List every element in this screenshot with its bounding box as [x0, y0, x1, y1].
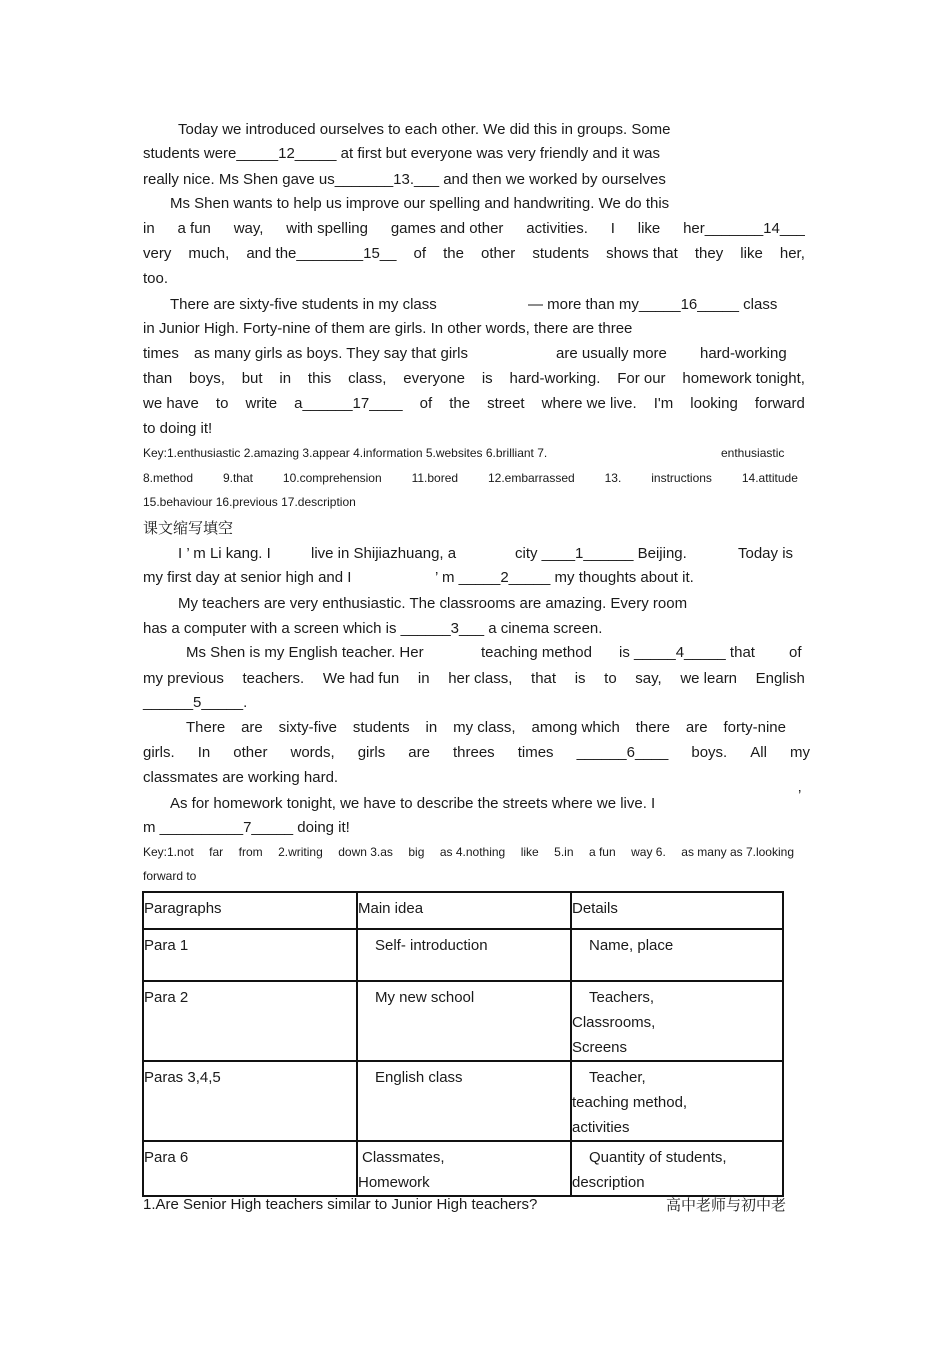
- passage-line-5: [143, 220, 805, 238]
- word: homework tonight,: [682, 370, 805, 387]
- word: 13.: [604, 471, 622, 485]
- word: the: [443, 245, 464, 262]
- summary-line-7: ______5_____.: [143, 694, 248, 711]
- summary-line-4: has a computer with a screen which is ______3___ a cinema screen.: [143, 620, 603, 637]
- word: 11.bored: [411, 471, 459, 485]
- word: much,: [188, 245, 230, 262]
- table-header-cell: Paragraphs: [143, 892, 357, 929]
- word: looking: [690, 395, 738, 412]
- table-header-cell: Main idea: [357, 892, 571, 929]
- word: boys.: [691, 744, 728, 761]
- summary-line-1-d: Today is: [738, 545, 794, 562]
- table-cell-line: Teacher,: [589, 1069, 646, 1086]
- passage-line-9: in Junior High. Forty-nine of them are girls. In other words, there are three: [143, 320, 633, 337]
- table-cell-line: description: [572, 1174, 645, 1191]
- table-cell-text: Name, place: [589, 937, 674, 954]
- word: ______6____: [576, 744, 669, 761]
- word: as many as 7.looking: [681, 845, 794, 859]
- word: instructions: [651, 471, 712, 485]
- word: in: [417, 670, 430, 687]
- summary-line-5-c: is _____4_____ that: [619, 644, 755, 661]
- word: there: [635, 719, 670, 736]
- word: forward: [754, 395, 805, 412]
- word: 9.that: [222, 471, 253, 485]
- word: and the________15__: [246, 245, 397, 262]
- table-cell: [357, 981, 571, 1061]
- word: activities.: [526, 220, 588, 237]
- word: boys,: [189, 370, 225, 387]
- passage-line-11: [143, 370, 805, 388]
- passage-line-10-d: hard-working: [700, 345, 787, 362]
- table-cell-line: activities: [572, 1119, 630, 1136]
- passage-line-10-c: are usually more: [556, 345, 667, 362]
- passage-line-8-b: — more than my_____16_____ class: [528, 296, 778, 313]
- word: 12.embarrassed: [487, 471, 575, 485]
- summary-line-8: [186, 719, 786, 737]
- word: 10.comprehension: [282, 471, 382, 485]
- table-cell-text: Para 1: [144, 937, 189, 954]
- table-cell: [357, 1061, 571, 1141]
- word: 8.method: [143, 471, 194, 485]
- word: sixty-five: [278, 719, 337, 736]
- word: All: [750, 744, 767, 761]
- question-1-chinese: 高中老师与初中老: [666, 1196, 787, 1214]
- word: where we live.: [541, 395, 637, 412]
- word: girls.: [143, 744, 175, 761]
- passage-line-4: Ms Shen wants to help us improve our spelling and handwriting. We do this: [170, 195, 670, 212]
- word: hard-working.: [509, 370, 601, 387]
- word: a fun: [177, 220, 211, 237]
- word: my class,: [453, 719, 516, 736]
- table-cell-line: Teachers,: [589, 989, 655, 1006]
- table-cell-line: Homework: [358, 1174, 430, 1191]
- word: Key:1.not: [143, 845, 194, 859]
- word: like: [520, 845, 539, 859]
- word: teachers.: [242, 670, 305, 687]
- word: in: [425, 719, 438, 736]
- table-cell-text: English class: [375, 1069, 463, 1086]
- word: shows that: [606, 245, 678, 262]
- word: a fun: [588, 845, 616, 859]
- word: say,: [635, 670, 662, 687]
- word: of: [419, 395, 433, 412]
- key1-line-2: [143, 471, 798, 486]
- word: in: [279, 370, 292, 387]
- word: everyone: [403, 370, 465, 387]
- table-cell: [143, 1141, 357, 1196]
- word: are: [685, 719, 708, 736]
- word: 5.in: [554, 845, 574, 859]
- word: her_______14___: [683, 220, 805, 237]
- word: to: [215, 395, 229, 412]
- table-cell: [571, 1141, 783, 1196]
- passage-line-12: [143, 395, 805, 413]
- word: is: [574, 670, 586, 687]
- key1-line-1-b: enthusiastic: [721, 446, 785, 460]
- table-row: [143, 1141, 783, 1196]
- table-cell: [571, 1061, 783, 1141]
- table-cell-text: My new school: [375, 989, 475, 1006]
- word: of: [413, 245, 427, 262]
- word: we have: [143, 395, 199, 412]
- word: students: [352, 719, 410, 736]
- word: forty-nine: [723, 719, 786, 736]
- table-cell: [357, 929, 571, 981]
- word: as 4.nothing: [439, 845, 506, 859]
- word: down 3.as: [338, 845, 393, 859]
- summary-line-3: My teachers are very enthusiastic. The classrooms are amazing. Every room: [178, 595, 688, 612]
- word: threes: [452, 744, 495, 761]
- summary-line-1-a: I ’ m Li kang. I: [178, 545, 271, 562]
- key1-line-1: [143, 446, 798, 461]
- word: that: [531, 670, 557, 687]
- table-header-cell: Details: [571, 892, 783, 929]
- word: class,: [348, 370, 387, 387]
- word: I'm: [653, 395, 674, 412]
- summary-line-11-a: As for homework tonight, we have to describe the streets where we live. I: [170, 795, 656, 812]
- word: We had fun: [322, 670, 400, 687]
- word: very: [143, 245, 172, 262]
- summary-line-6: [143, 670, 805, 688]
- word: students: [532, 245, 590, 262]
- word: 2.writing: [278, 845, 323, 859]
- summary-line-9: [143, 744, 810, 762]
- table-cell-text: Self- introduction: [375, 937, 488, 954]
- passage-line-2: students were_____12_____ at first but everyone was very friendly and it was: [143, 145, 660, 162]
- table-cell: [143, 1061, 357, 1141]
- word: way 6.: [631, 845, 666, 859]
- question-1: [143, 1196, 805, 1214]
- word: her,: [779, 245, 805, 262]
- table-cell-line: Classmates,: [362, 1149, 445, 1166]
- key1-line-3: 15.behaviour 16.previous 17.description: [143, 495, 356, 509]
- table-row: [143, 981, 783, 1061]
- passage-line-10-a: times: [143, 345, 179, 362]
- word: we learn: [680, 670, 738, 687]
- table-cell-text: Para 6: [144, 1149, 189, 1166]
- key2-line-2: forward to: [143, 869, 197, 883]
- word: In: [197, 744, 211, 761]
- word: write: [245, 395, 278, 412]
- word: other: [233, 744, 268, 761]
- word: her class,: [448, 670, 513, 687]
- word: 14.attitude: [741, 471, 798, 485]
- word: they: [694, 245, 724, 262]
- summary-line-2-a: my first day at senior high and I: [143, 569, 352, 586]
- word: my: [789, 744, 810, 761]
- summary-line-2-b: ’ m _____2_____ my thoughts about it.: [435, 569, 694, 586]
- word: to: [604, 670, 617, 687]
- table-cell: [357, 1141, 571, 1196]
- word: my previous: [143, 670, 224, 687]
- word: like: [637, 220, 661, 237]
- summary-line-1-b: live in Shijiazhuang, a: [311, 545, 457, 562]
- word: There: [186, 719, 226, 736]
- word: big: [408, 845, 425, 859]
- word: street: [487, 395, 525, 412]
- table-cell: [571, 981, 783, 1061]
- word: way,: [233, 220, 264, 237]
- table-cell-line: teaching method,: [572, 1094, 688, 1111]
- passage-line-10-b: as many girls as boys. They say that girls: [194, 345, 468, 362]
- table-row: [143, 929, 783, 981]
- table-cell: [143, 981, 357, 1061]
- word: games and other: [390, 220, 504, 237]
- passage-line-1: Today we introduced ourselves to each other. We did this in groups. Some: [178, 121, 671, 138]
- word: far: [209, 845, 224, 859]
- word: than: [143, 370, 173, 387]
- summary-line-10: classmates are working hard.: [143, 769, 339, 786]
- table-header-row: [143, 892, 783, 929]
- passage-line-3: really nice. Ms Shen gave us_______13.___ and then we worked by ourselves: [143, 171, 666, 188]
- key1-line-1-a: Key:1.enthusiastic 2.amazing 3.appear 4.information 5.websites 6.brilliant 7.: [143, 446, 548, 460]
- summary-line-11-b: ’: [798, 787, 802, 804]
- summary-line-5-b: teaching method: [481, 644, 592, 661]
- word: with spelling: [286, 220, 368, 237]
- word: other: [481, 245, 516, 262]
- word: girls: [357, 744, 386, 761]
- word: English: [755, 670, 805, 687]
- word: this: [307, 370, 332, 387]
- key2-line-1: [143, 845, 794, 860]
- question-1-text: 1.Are Senior High teachers similar to Junior High teachers?: [143, 1196, 538, 1213]
- table-cell-line: Screens: [572, 1039, 628, 1056]
- passage-line-7: too.: [143, 270, 169, 287]
- table-cell: [143, 929, 357, 981]
- word: is: [481, 370, 493, 387]
- word: but: [241, 370, 263, 387]
- word: among which: [531, 719, 620, 736]
- word: in: [143, 220, 155, 237]
- table-cell-line: Classrooms,: [572, 1014, 656, 1031]
- word: the: [449, 395, 471, 412]
- word: words,: [290, 744, 335, 761]
- table-cell: [571, 929, 783, 981]
- word: I: [610, 220, 615, 237]
- table-cell-text: Paras 3,4,5: [144, 1069, 221, 1086]
- structure-table: [142, 891, 784, 1197]
- table-cell-text: Para 2: [144, 989, 189, 1006]
- section-title: 课文缩写填空: [143, 519, 234, 537]
- summary-line-5-d: of: [789, 644, 802, 661]
- table-row: [143, 1061, 783, 1141]
- table-cell-line: Quantity of students,: [589, 1149, 727, 1166]
- word: a______17____: [294, 395, 403, 412]
- passage-line-8-a: There are sixty-five students in my class: [170, 296, 437, 313]
- summary-line-1-c: city ____1______ Beijing.: [515, 545, 687, 562]
- word: from: [238, 845, 263, 859]
- word: are: [408, 744, 430, 761]
- passage-line-13: to doing it!: [143, 420, 213, 437]
- word: like: [740, 245, 763, 262]
- word: For our: [617, 370, 666, 387]
- word: times: [517, 744, 554, 761]
- passage-line-6: [143, 245, 805, 263]
- summary-line-5-a: Ms Shen is my English teacher. Her: [186, 644, 424, 661]
- summary-line-12: m __________7_____ doing it!: [143, 819, 350, 836]
- word: are: [241, 719, 263, 736]
